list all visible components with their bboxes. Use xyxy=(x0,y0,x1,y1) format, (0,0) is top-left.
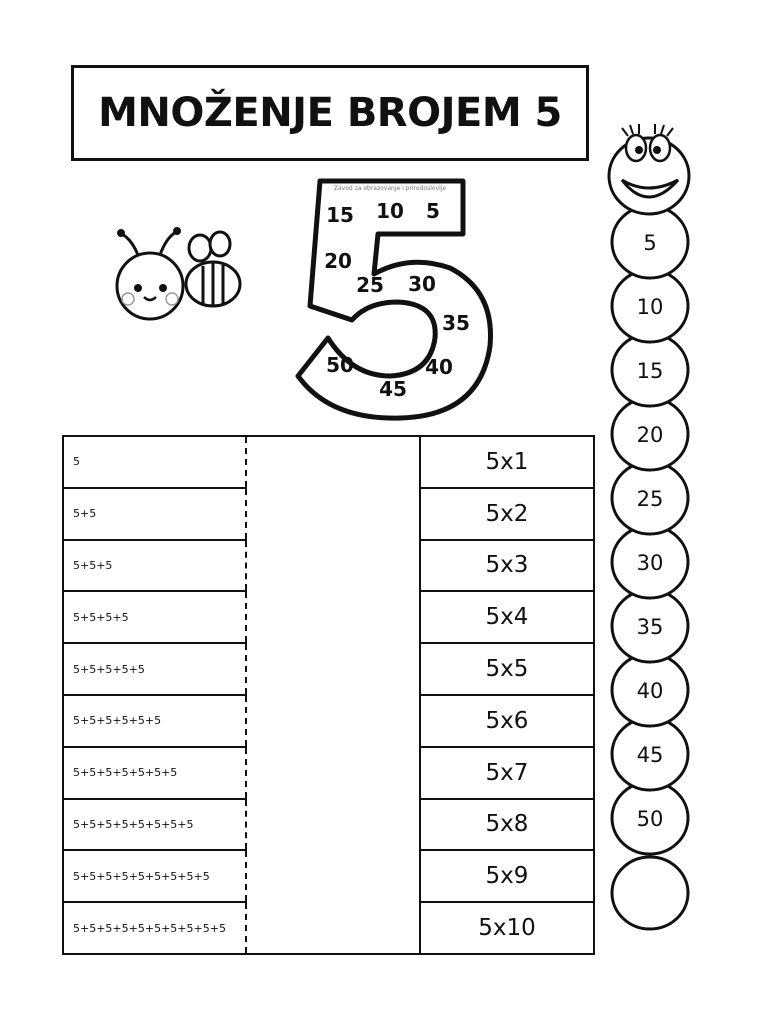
table-row xyxy=(63,591,594,643)
answer-cell[interactable] xyxy=(246,799,420,851)
product-cell: 5x3 xyxy=(420,540,594,592)
table-row xyxy=(63,643,594,695)
product-cell: 5x2 xyxy=(420,488,594,540)
product-cell: 5x8 xyxy=(420,799,594,851)
product-cell: 5x9 xyxy=(420,850,594,902)
table-row xyxy=(63,436,594,488)
five-caption: Zavod za obrazovanje i prirodoslovlje xyxy=(333,185,447,192)
title-box xyxy=(71,65,589,161)
answer-cell[interactable] xyxy=(246,747,420,799)
caterpillar-number: 45 xyxy=(636,743,664,767)
five-number: 20 xyxy=(324,249,352,273)
page-title: MNOŽENJE BROJEM 5 xyxy=(98,90,562,136)
table-row xyxy=(63,799,594,851)
product-cell: 5x5 xyxy=(420,643,594,695)
five-number: 35 xyxy=(442,311,470,335)
sum-cell: 5+5+5+5+5+5+5 xyxy=(63,747,246,799)
table-row xyxy=(63,540,594,592)
product-cell: 5x4 xyxy=(420,591,594,643)
caterpillar-number: 15 xyxy=(636,359,664,383)
sum-cell: 5+5+5+5+5 xyxy=(63,643,246,695)
table-row xyxy=(63,850,594,902)
five-number: 40 xyxy=(425,355,453,379)
sum-cell: 5+5+5+5+5+5+5+5 xyxy=(63,799,246,851)
answer-cell[interactable] xyxy=(246,488,420,540)
product-cell: 5x1 xyxy=(420,436,594,488)
table-row xyxy=(63,747,594,799)
sum-cell: 5+5+5+5+5+5+5+5+5+5 xyxy=(63,902,246,954)
number-five-graphic xyxy=(290,176,495,421)
sum-cell: 5+5+5 xyxy=(63,540,246,592)
sum-cell: 5 xyxy=(63,436,246,488)
answer-cell[interactable] xyxy=(246,850,420,902)
answer-cell[interactable] xyxy=(246,643,420,695)
caterpillar-graphic xyxy=(600,118,700,938)
answer-cell[interactable] xyxy=(246,902,420,954)
table-row xyxy=(63,488,594,540)
answer-cell[interactable] xyxy=(246,436,420,488)
answer-cell[interactable] xyxy=(246,540,420,592)
answer-cell[interactable] xyxy=(246,591,420,643)
answer-cell[interactable] xyxy=(246,695,420,747)
caterpillar-number: 5 xyxy=(643,231,657,255)
table-row xyxy=(63,695,594,747)
product-cell: 5x10 xyxy=(420,902,594,954)
caterpillar-number: 35 xyxy=(636,615,664,639)
five-number: 10 xyxy=(376,199,404,223)
sum-cell: 5+5 xyxy=(63,488,246,540)
product-cell: 5x6 xyxy=(420,695,594,747)
five-number: 30 xyxy=(408,272,436,296)
five-number: 5 xyxy=(426,199,440,223)
bee-icon xyxy=(108,222,248,322)
sum-cell: 5+5+5+5+5+5+5+5+5 xyxy=(63,850,246,902)
five-number: 45 xyxy=(379,377,407,401)
caterpillar-number: 50 xyxy=(636,807,664,831)
five-number: 25 xyxy=(356,273,384,297)
caterpillar-number: 10 xyxy=(636,295,664,319)
table-row xyxy=(63,902,594,954)
sum-cell: 5+5+5+5+5+5 xyxy=(63,695,246,747)
caterpillar-number: 20 xyxy=(636,423,664,447)
caterpillar-number: 40 xyxy=(636,679,664,703)
sum-cell: 5+5+5+5 xyxy=(63,591,246,643)
caterpillar-number: 30 xyxy=(636,551,664,575)
multiplication-table xyxy=(62,435,595,955)
five-number: 50 xyxy=(326,353,354,377)
product-cell: 5x7 xyxy=(420,747,594,799)
five-number: 15 xyxy=(326,203,354,227)
caterpillar-number: 25 xyxy=(636,487,664,511)
